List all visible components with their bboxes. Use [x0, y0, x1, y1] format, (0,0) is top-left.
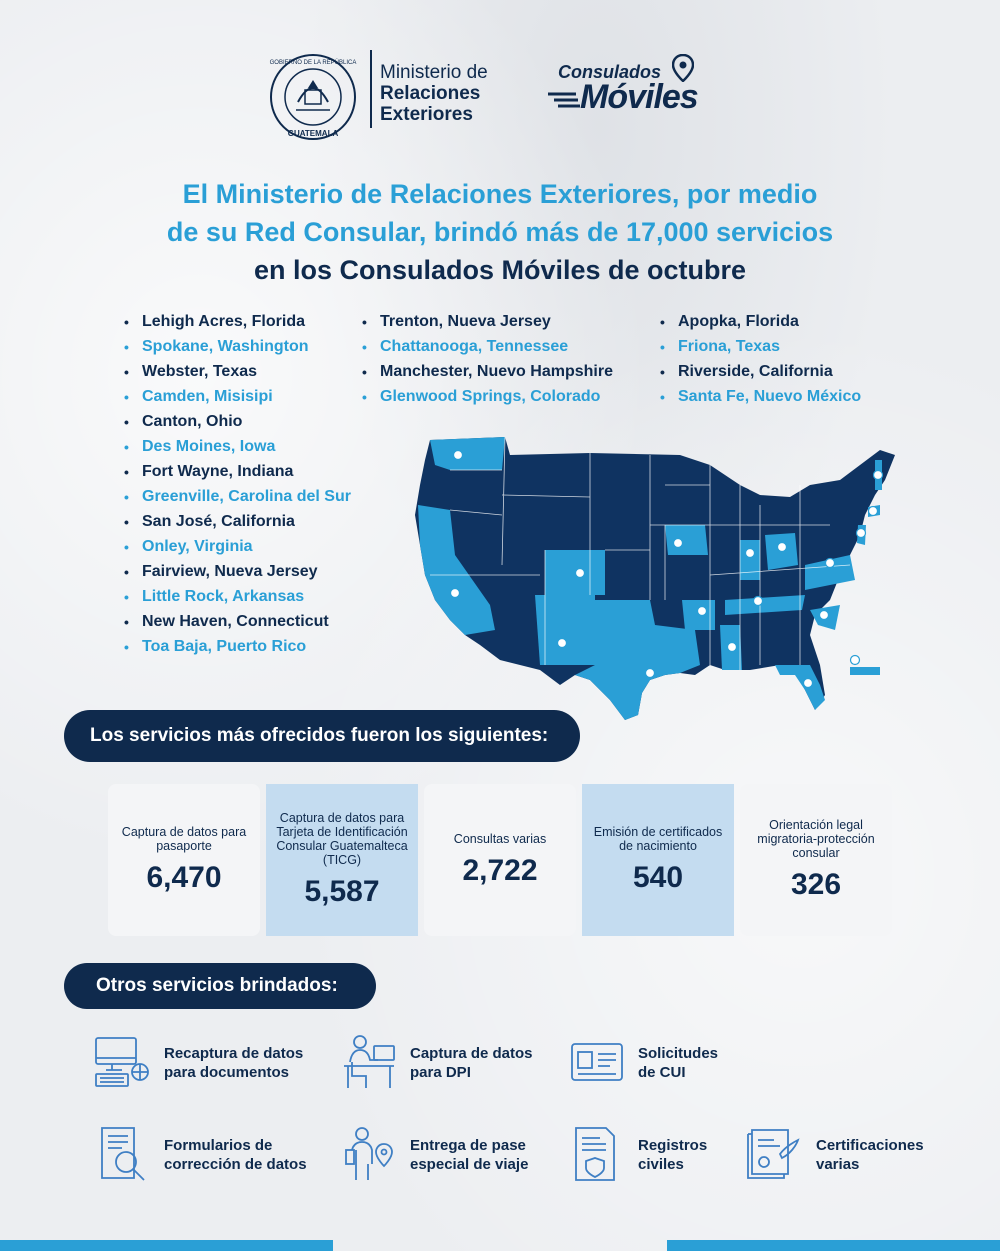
location-item: • Webster, Texas: [124, 362, 351, 387]
location-item: • Little Rock, Arkansas: [124, 587, 351, 612]
service-line-1: Captura de datos: [410, 1045, 533, 1062]
service-line-2: para DPI: [410, 1064, 471, 1081]
stat-value: 2,722: [462, 854, 538, 887]
stat-label: Emisión de certificados de nacimiento: [593, 825, 723, 853]
location-item: • New Haven, Connecticut: [124, 612, 351, 637]
services-section-title: Los servicios más ofrecidos fueron los siguientes:: [64, 710, 580, 762]
map-pin-washington: [454, 451, 463, 460]
map-pin-indiana: [746, 549, 755, 558]
location-item: • Trenton, Nueva Jersey: [362, 312, 613, 337]
location-item: • Chattanooga, Tennessee: [362, 337, 613, 362]
headline-line-1: El Ministerio de Relaciones Exteriores, por medio: [182, 179, 818, 209]
location-pin-icon: [672, 54, 694, 87]
footer-bar-left: [0, 1240, 333, 1251]
map-pin-new-mexico: [558, 639, 567, 648]
other-service-item: [566, 1032, 718, 1092]
consulados-moviles-logo-top: Consulados: [558, 62, 662, 82]
location-item: • Spokane, Washington: [124, 337, 351, 362]
map-pin-puerto-rico: [851, 656, 860, 665]
service-line-1: Recaptura de datos: [164, 1045, 304, 1062]
location-item: • Camden, Misisipi: [124, 387, 351, 412]
location-item: • Fairview, Nueva Jersey: [124, 562, 351, 587]
stat-label: Orientación legal migratoria-protección consular: [757, 818, 875, 860]
service-line-1: Solicitudes: [638, 1045, 719, 1062]
header-divider: [370, 50, 372, 128]
stat-card: [582, 784, 734, 936]
footer-bar-right: [667, 1240, 1000, 1251]
map-pin-new-jersey: [857, 529, 866, 538]
service-line-2: civiles: [638, 1156, 684, 1173]
location-item: • Canton, Ohio: [124, 412, 351, 437]
map-state-indiana: [740, 540, 760, 580]
form-magnifier-icon: [92, 1124, 152, 1184]
traveler-icon: [338, 1124, 398, 1184]
certificate-icon: [744, 1124, 804, 1184]
map-pin-california: [451, 589, 460, 598]
map-pin-south-carolina: [820, 611, 829, 620]
map-state-new-mexico: [535, 595, 595, 665]
stat-value: 5,587: [304, 875, 380, 908]
location-item: • Manchester, Nuevo Hampshire: [362, 362, 613, 387]
consulados-moviles-logo-bottom: Móviles: [580, 78, 698, 116]
location-item: • Friona, Texas: [660, 337, 861, 362]
map-pin-tennessee: [754, 597, 763, 606]
location-item: • Lehigh Acres, Florida: [124, 312, 351, 337]
person-desk-icon: [338, 1032, 398, 1092]
stat-label: Captura de datos para Tarjeta de Identificación Consular Guatemalteca (TICG): [276, 811, 408, 867]
stat-card: [266, 784, 418, 936]
headline: [60, 175, 940, 289]
map-pin-connecticut: [869, 507, 878, 516]
map-pin-new-hampshire: [874, 471, 883, 480]
headline-line-2: de su Red Consular, brindó más de 17,000 servicios: [166, 217, 834, 247]
document-shield-icon: [566, 1124, 626, 1184]
map-pin-virginia: [826, 559, 835, 568]
locations-column-2: [362, 312, 613, 412]
stat-value: 326: [790, 868, 842, 901]
guatemala-seal-logo: [268, 52, 358, 142]
service-line-1: Registros: [638, 1137, 708, 1154]
other-service-item: [744, 1124, 924, 1184]
stat-card: [740, 784, 892, 936]
stat-value: 6,470: [146, 861, 222, 894]
map-pin-florida: [804, 679, 813, 688]
service-line-2: de CUI: [638, 1064, 686, 1081]
service-line-1: Certificaciones: [816, 1137, 924, 1154]
map-pin-mississippi: [728, 643, 737, 652]
stat-value: 540: [632, 861, 684, 894]
location-item: • Onley, Virginia: [124, 537, 351, 562]
service-line-2: corrección de datos: [164, 1156, 307, 1173]
other-service-item: [566, 1124, 707, 1184]
location-item: • Santa Fe, Nuevo México: [660, 387, 861, 412]
usa-map: [410, 425, 950, 735]
map-pin-arkansas: [698, 607, 707, 616]
location-item: • Fort Wayne, Indiana: [124, 462, 351, 487]
location-item: • Riverside, California: [660, 362, 861, 387]
other-services-title: Otros servicios brindados:: [64, 963, 376, 1009]
other-service-item: [92, 1124, 307, 1184]
stat-label: Captura de datos para pasaporte: [121, 825, 247, 853]
stat-label: Consultas varias: [453, 832, 547, 846]
map-pin-ohio: [778, 543, 787, 552]
id-card-icon: [566, 1032, 626, 1092]
headline-line-3: en los Consulados Móviles de octubre: [253, 255, 747, 285]
other-service-item: [338, 1032, 533, 1092]
ministry-name: [380, 62, 488, 125]
map-state-iowa: [665, 525, 708, 555]
speed-lines-icon: [548, 90, 580, 115]
stat-card: [108, 784, 260, 936]
other-service-item: [338, 1124, 528, 1184]
map-pin-iowa: [674, 539, 683, 548]
locations-column-3: [660, 312, 861, 412]
computer-icon: [92, 1032, 152, 1092]
locations-column-1: [124, 312, 351, 662]
location-item: • Glenwood Springs, Colorado: [362, 387, 613, 412]
service-line-2: varias: [816, 1156, 860, 1173]
service-line-1: Formularios de: [164, 1137, 273, 1154]
location-item: • Des Moines, Iowa: [124, 437, 351, 462]
map-state-puerto-rico: [850, 667, 880, 675]
location-item: • Toa Baja, Puerto Rico: [124, 637, 351, 662]
services-stats: [105, 784, 895, 936]
location-item: • Greenville, Carolina del Sur: [124, 487, 351, 512]
service-line-2: especial de viaje: [410, 1156, 529, 1173]
service-line-2: para documentos: [164, 1064, 290, 1081]
map-state-washington: [430, 437, 505, 470]
map-pin-texas: [646, 669, 655, 678]
stat-card: [424, 784, 576, 936]
ministry-line-2: Relaciones: [380, 83, 481, 104]
ministry-line-3: Exteriores: [380, 104, 473, 125]
ministry-line-1: Ministerio de: [380, 62, 488, 83]
location-item: • Apopka, Florida: [660, 312, 861, 337]
map-pin-colorado: [576, 569, 585, 578]
location-item: • San José, California: [124, 512, 351, 537]
svg-text:GUATEMALA: GUATEMALA: [287, 129, 339, 138]
svg-text:GOBIERNO DE LA REPÚBLICA: GOBIERNO DE LA REPÚBLICA: [269, 60, 357, 66]
other-service-item: [92, 1032, 303, 1092]
service-line-1: Entrega de pase: [410, 1137, 526, 1154]
